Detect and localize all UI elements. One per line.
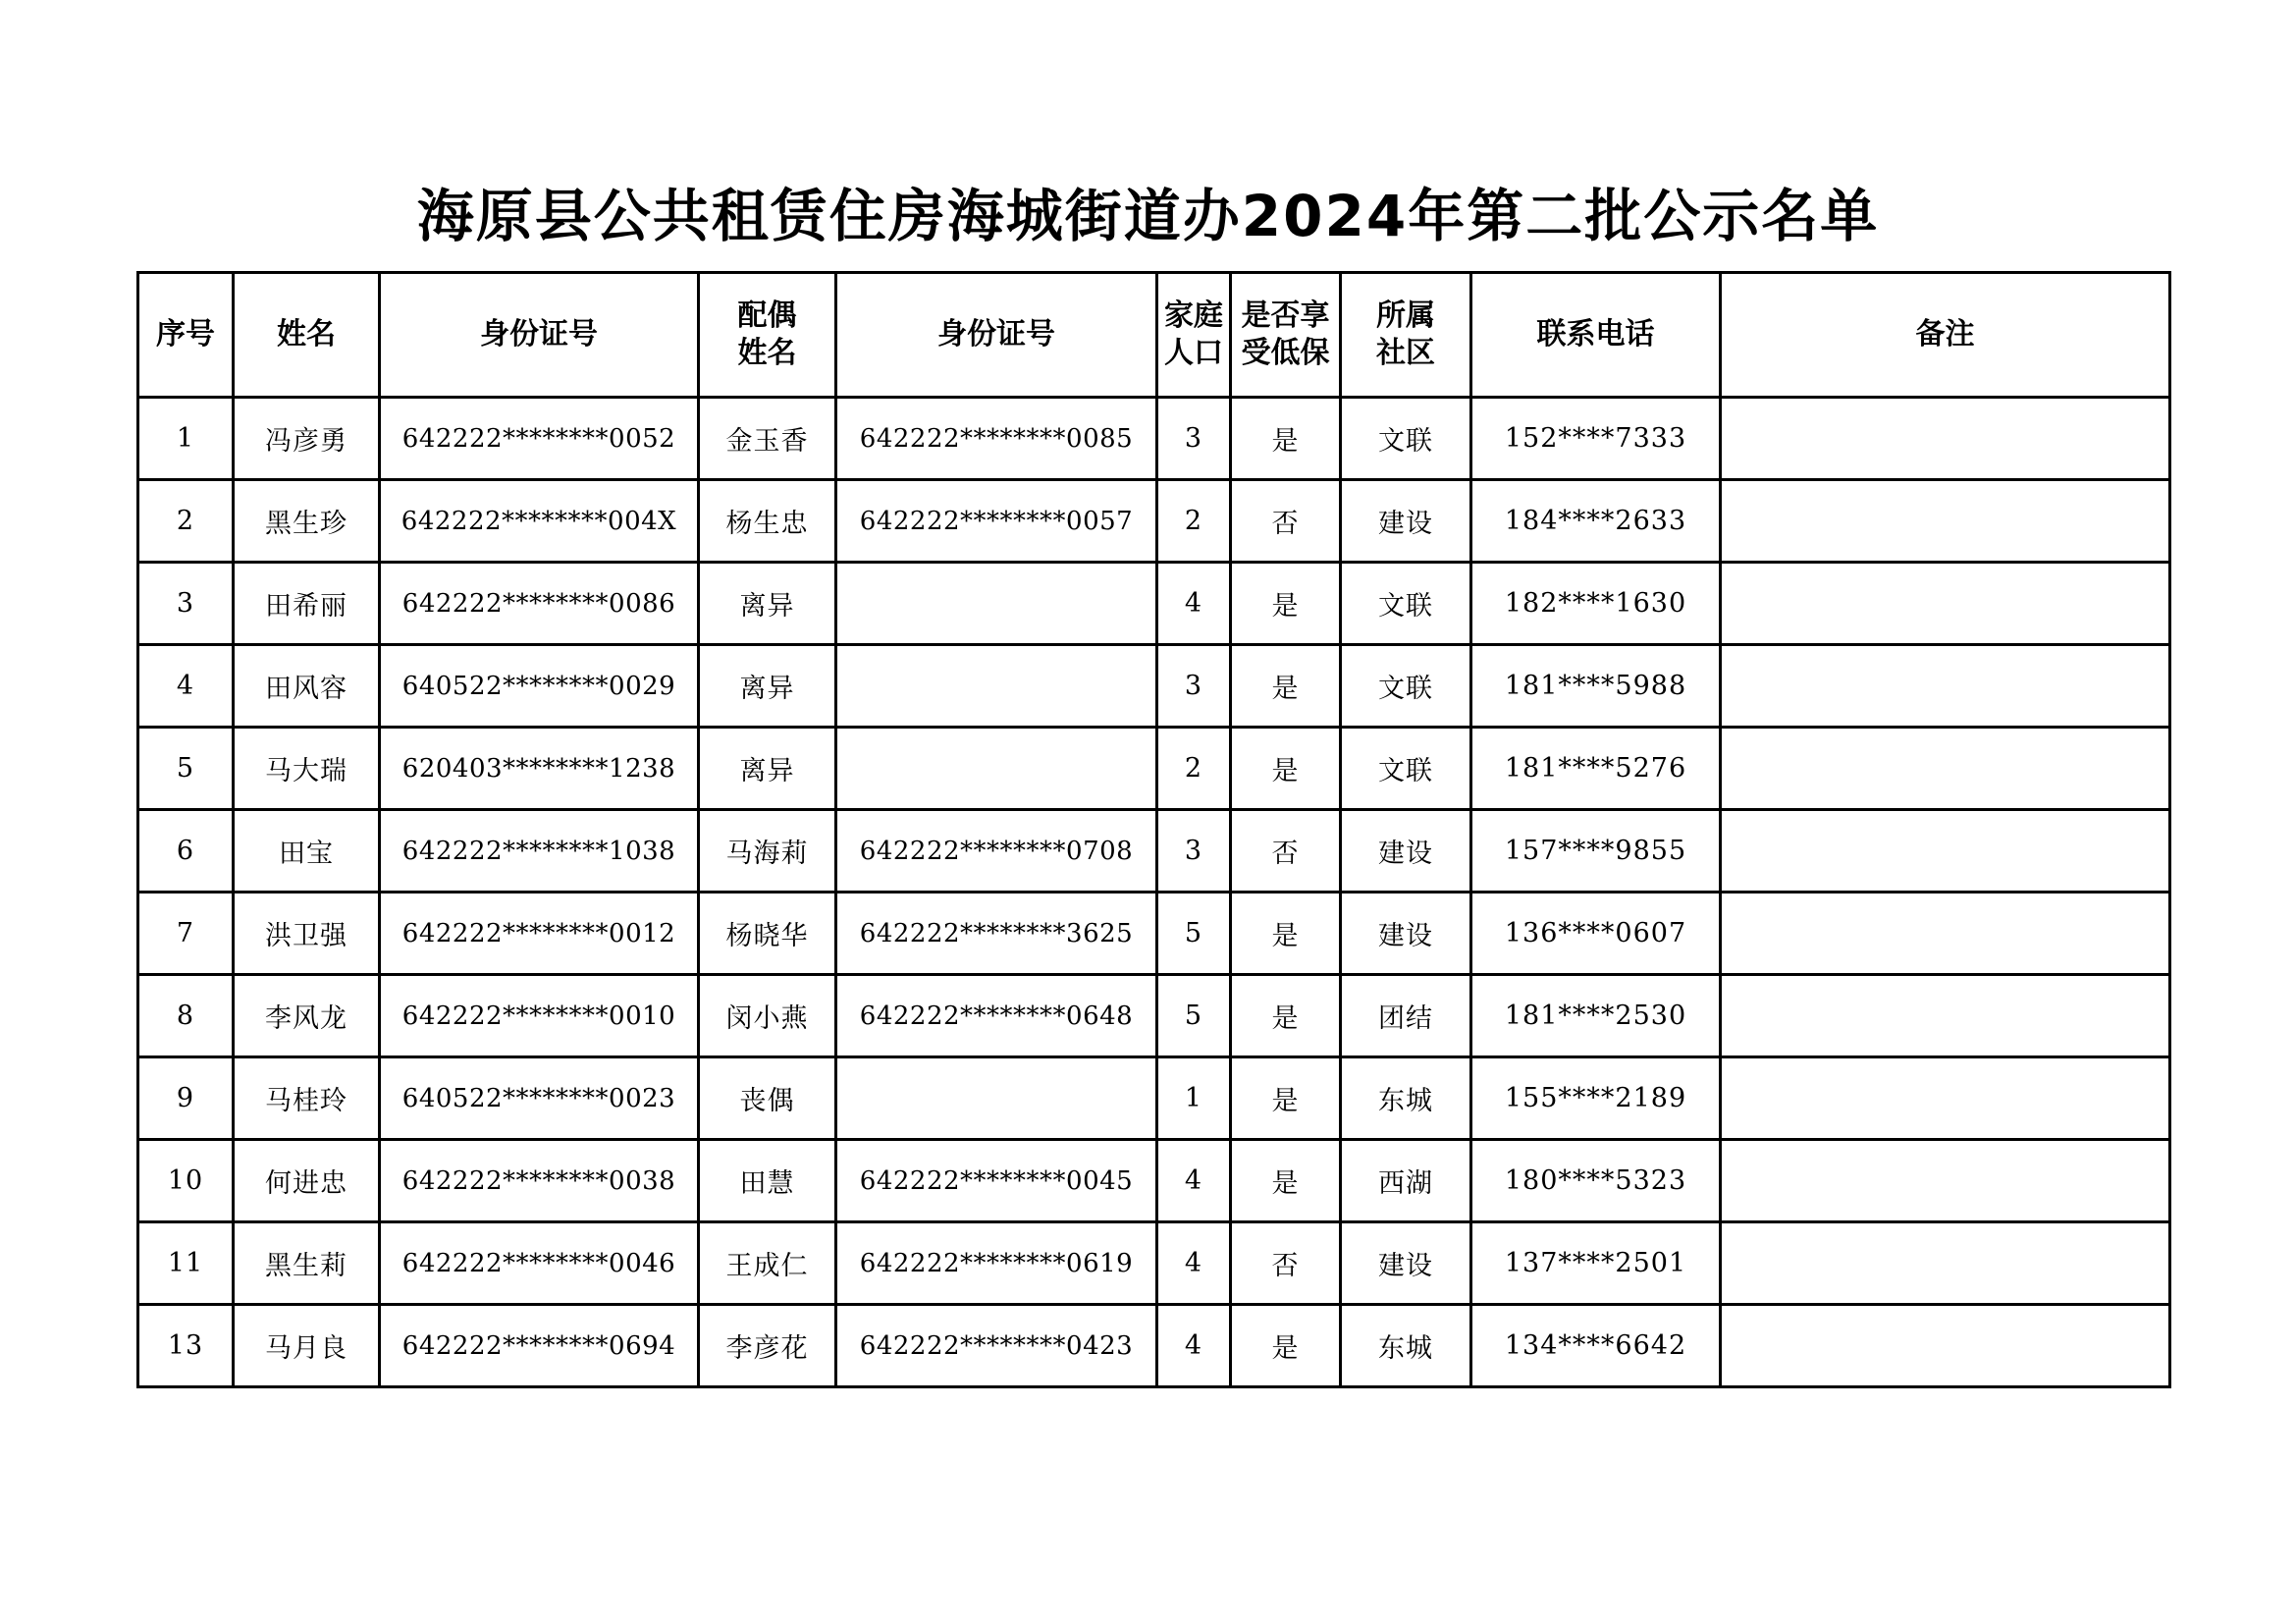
cell-community: 东城 <box>1341 1305 1471 1387</box>
column-header-spouse-name <box>699 273 836 398</box>
cell-low-income: 是 <box>1231 728 1341 810</box>
cell-phone: 137****2501 <box>1471 1222 1721 1305</box>
cell-spouse-id-number <box>836 563 1157 645</box>
cell-family-size: 3 <box>1157 645 1231 728</box>
cell-spouse-id-number: 642222********3625 <box>836 893 1157 975</box>
cell-spouse-id-number: 642222********0619 <box>836 1222 1157 1305</box>
cell-low-income: 是 <box>1231 893 1341 975</box>
column-header-family-size <box>1157 273 1231 398</box>
cell-family-size: 4 <box>1157 1222 1231 1305</box>
cell-spouse-id-number: 642222********0057 <box>836 480 1157 563</box>
cell-id-number: 642222********004X <box>380 480 699 563</box>
table-row <box>138 810 2170 893</box>
cell-community: 西湖 <box>1341 1140 1471 1222</box>
cell-spouse-id-number: 642222********0708 <box>836 810 1157 893</box>
cell-low-income: 是 <box>1231 645 1341 728</box>
column-header-low-income <box>1231 273 1341 398</box>
cell-seq: 6 <box>138 810 234 893</box>
cell-spouse-name: 杨生忠 <box>699 480 836 563</box>
cell-seq: 13 <box>138 1305 234 1387</box>
cell-family-size: 5 <box>1157 975 1231 1057</box>
cell-seq: 5 <box>138 728 234 810</box>
cell-community: 文联 <box>1341 563 1471 645</box>
cell-spouse-name: 丧偶 <box>699 1057 836 1140</box>
cell-name: 田希丽 <box>234 563 380 645</box>
table-row <box>138 975 2170 1057</box>
cell-remarks <box>1721 563 2170 645</box>
cell-low-income: 是 <box>1231 563 1341 645</box>
cell-id-number: 642222********1038 <box>380 810 699 893</box>
cell-spouse-name: 离异 <box>699 728 836 810</box>
cell-name: 何进忠 <box>234 1140 380 1222</box>
table-row <box>138 398 2170 480</box>
cell-phone: 181****5988 <box>1471 645 1721 728</box>
table-row <box>138 645 2170 728</box>
cell-low-income: 是 <box>1231 1305 1341 1387</box>
column-header-label: 受低保 <box>1241 336 1330 370</box>
cell-id-number: 642222********0012 <box>380 893 699 975</box>
column-header-label: 身份证号 <box>937 317 1055 352</box>
cell-phone: 180****5323 <box>1471 1140 1721 1222</box>
cell-name: 黑生莉 <box>234 1222 380 1305</box>
cell-seq: 1 <box>138 398 234 480</box>
cell-remarks <box>1721 1222 2170 1305</box>
cell-phone: 157****9855 <box>1471 810 1721 893</box>
cell-spouse-id-number: 642222********0423 <box>836 1305 1157 1387</box>
column-header-label: 备注 <box>1915 317 1975 352</box>
cell-id-number: 642222********0694 <box>380 1305 699 1387</box>
cell-id-number: 642222********0052 <box>380 398 699 480</box>
cell-seq: 8 <box>138 975 234 1057</box>
cell-spouse-name: 离异 <box>699 645 836 728</box>
cell-seq: 7 <box>138 893 234 975</box>
column-header-label: 家庭 <box>1164 298 1223 333</box>
column-header-label: 人口 <box>1164 336 1223 370</box>
cell-family-size: 2 <box>1157 480 1231 563</box>
cell-spouse-id-number <box>836 1057 1157 1140</box>
column-header-label: 身份证号 <box>480 317 598 352</box>
cell-id-number: 640522********0023 <box>380 1057 699 1140</box>
cell-remarks <box>1721 1140 2170 1222</box>
cell-spouse-name: 田慧 <box>699 1140 836 1222</box>
cell-id-number: 640522********0029 <box>380 645 699 728</box>
column-header-label: 序号 <box>156 317 215 352</box>
cell-low-income: 否 <box>1231 810 1341 893</box>
column-header-label: 配偶 <box>737 298 797 333</box>
cell-name: 田宝 <box>234 810 380 893</box>
cell-community: 建设 <box>1341 893 1471 975</box>
cell-id-number: 642222********0046 <box>380 1222 699 1305</box>
column-header-label: 联系电话 <box>1536 317 1655 352</box>
cell-seq: 11 <box>138 1222 234 1305</box>
cell-phone: 155****2189 <box>1471 1057 1721 1140</box>
cell-name: 李风龙 <box>234 975 380 1057</box>
column-header-remarks <box>1721 273 2170 398</box>
cell-name: 马桂玲 <box>234 1057 380 1140</box>
table-header-row <box>138 273 2170 398</box>
column-header-phone <box>1471 273 1721 398</box>
cell-spouse-name: 杨晓华 <box>699 893 836 975</box>
cell-spouse-name: 金玉香 <box>699 398 836 480</box>
column-header-label: 姓名 <box>277 317 336 352</box>
cell-spouse-name: 李彦花 <box>699 1305 836 1387</box>
cell-community: 东城 <box>1341 1057 1471 1140</box>
cell-name: 田风容 <box>234 645 380 728</box>
cell-remarks <box>1721 728 2170 810</box>
table-row <box>138 728 2170 810</box>
table-row <box>138 1140 2170 1222</box>
cell-seq: 4 <box>138 645 234 728</box>
cell-id-number: 642222********0010 <box>380 975 699 1057</box>
cell-remarks <box>1721 1305 2170 1387</box>
cell-low-income: 否 <box>1231 480 1341 563</box>
cell-spouse-id-number: 642222********0085 <box>836 398 1157 480</box>
cell-community: 团结 <box>1341 975 1471 1057</box>
column-header-label: 姓名 <box>737 336 797 370</box>
cell-low-income: 是 <box>1231 975 1341 1057</box>
table-row <box>138 1222 2170 1305</box>
cell-seq: 3 <box>138 563 234 645</box>
cell-family-size: 3 <box>1157 810 1231 893</box>
cell-id-number: 620403********1238 <box>380 728 699 810</box>
cell-name: 洪卫强 <box>234 893 380 975</box>
cell-phone: 181****2530 <box>1471 975 1721 1057</box>
cell-family-size: 3 <box>1157 398 1231 480</box>
cell-remarks <box>1721 480 2170 563</box>
cell-remarks <box>1721 893 2170 975</box>
cell-seq: 9 <box>138 1057 234 1140</box>
column-header-label: 社区 <box>1376 336 1435 370</box>
cell-family-size: 5 <box>1157 893 1231 975</box>
page-title: 海原县公共租赁住房海城街道办2024年第二批公示名单 <box>416 183 1880 249</box>
cell-phone: 184****2633 <box>1471 480 1721 563</box>
cell-spouse-id-number <box>836 728 1157 810</box>
cell-seq: 2 <box>138 480 234 563</box>
cell-spouse-name: 闵小燕 <box>699 975 836 1057</box>
cell-seq: 10 <box>138 1140 234 1222</box>
cell-low-income: 是 <box>1231 1140 1341 1222</box>
applicant-table <box>136 271 2171 1388</box>
table-row <box>138 1305 2170 1387</box>
cell-spouse-id-number: 642222********0648 <box>836 975 1157 1057</box>
cell-community: 文联 <box>1341 398 1471 480</box>
cell-remarks <box>1721 810 2170 893</box>
cell-family-size: 2 <box>1157 728 1231 810</box>
cell-phone: 134****6642 <box>1471 1305 1721 1387</box>
cell-id-number: 642222********0038 <box>380 1140 699 1222</box>
cell-phone: 136****0607 <box>1471 893 1721 975</box>
table-row <box>138 1057 2170 1140</box>
table-row <box>138 893 2170 975</box>
cell-spouse-id-number: 642222********0045 <box>836 1140 1157 1222</box>
cell-community: 建设 <box>1341 480 1471 563</box>
table-row <box>138 480 2170 563</box>
cell-community: 建设 <box>1341 810 1471 893</box>
cell-remarks <box>1721 645 2170 728</box>
table-body <box>138 398 2170 1387</box>
cell-community: 文联 <box>1341 728 1471 810</box>
cell-remarks <box>1721 1057 2170 1140</box>
cell-name: 马月良 <box>234 1305 380 1387</box>
cell-family-size: 4 <box>1157 1305 1231 1387</box>
cell-id-number: 642222********0086 <box>380 563 699 645</box>
cell-low-income: 否 <box>1231 1222 1341 1305</box>
cell-low-income: 是 <box>1231 1057 1341 1140</box>
column-header-spouse-id-number <box>836 273 1157 398</box>
column-header-name <box>234 273 380 398</box>
cell-phone: 181****5276 <box>1471 728 1721 810</box>
column-header-label: 是否享 <box>1241 298 1330 333</box>
cell-family-size: 4 <box>1157 563 1231 645</box>
table-row <box>138 563 2170 645</box>
cell-name: 黑生珍 <box>234 480 380 563</box>
cell-phone: 152****7333 <box>1471 398 1721 480</box>
cell-spouse-name: 离异 <box>699 563 836 645</box>
cell-family-size: 1 <box>1157 1057 1231 1140</box>
column-header-community <box>1341 273 1471 398</box>
column-header-label: 所属 <box>1376 298 1435 333</box>
cell-remarks <box>1721 398 2170 480</box>
cell-low-income: 是 <box>1231 398 1341 480</box>
cell-name: 冯彦勇 <box>234 398 380 480</box>
cell-spouse-name: 王成仁 <box>699 1222 836 1305</box>
cell-spouse-name: 马海莉 <box>699 810 836 893</box>
cell-remarks <box>1721 975 2170 1057</box>
column-header-id-number <box>380 273 699 398</box>
cell-community: 建设 <box>1341 1222 1471 1305</box>
cell-spouse-id-number <box>836 645 1157 728</box>
cell-name: 马大瑞 <box>234 728 380 810</box>
column-header-seq <box>138 273 234 398</box>
cell-family-size: 4 <box>1157 1140 1231 1222</box>
cell-community: 文联 <box>1341 645 1471 728</box>
cell-phone: 182****1630 <box>1471 563 1721 645</box>
